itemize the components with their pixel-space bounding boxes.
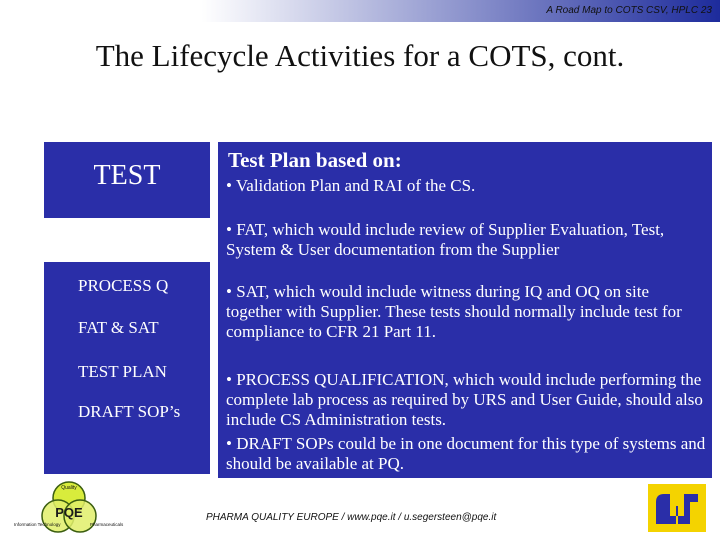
logo-right-text: Pharmaceuticals bbox=[90, 522, 124, 527]
validation-plan-bullet: • Validation Plan and RAI of the CS. bbox=[226, 176, 476, 195]
pqe-shape-icon bbox=[648, 484, 706, 532]
list-item: PROCESS Q bbox=[78, 276, 169, 295]
activity-list bbox=[44, 262, 210, 474]
list-item: DRAFT SOP’s bbox=[78, 402, 181, 421]
pqe-corner-logo bbox=[648, 484, 706, 532]
footer-text: PHARMA QUALITY EUROPE / www.pqe.it / u.segersteen@pqe.it bbox=[206, 512, 497, 523]
test-plan-heading: Test Plan based on: bbox=[228, 148, 402, 172]
list-item: FAT & SAT bbox=[78, 318, 159, 337]
list-item: TEST PLAN bbox=[78, 362, 167, 381]
sat-bullet: • SAT, which would include witness during IQ and OQ on site together with Supplier. These tests should normally include test for compliance to CFR 21 Part 11. bbox=[226, 282, 682, 341]
test-label: TEST bbox=[93, 160, 161, 191]
pqe-venn-logo bbox=[14, 474, 124, 538]
slide-title: The Lifecycle Activities for a COTS, cont. bbox=[95, 38, 625, 73]
activities-panel bbox=[218, 212, 712, 478]
test-box bbox=[44, 142, 210, 218]
process-qualification-bullet: • PROCESS QUALIFICATION, which would include performing the complete lab process as required by URS and User Guide, should also include CS Administration tests. bbox=[226, 370, 703, 429]
header-text: A Road Map to COTS CSV, HPLC 23 bbox=[546, 5, 712, 16]
logo-left-text: Information Technology bbox=[14, 522, 61, 527]
draft-sop-bullet: • DRAFT SOPs could be in one document for this type of systems and should be available at PQ. bbox=[226, 434, 706, 473]
logo-center-text: PQE bbox=[55, 505, 83, 520]
logo-top-text: Quality bbox=[61, 485, 77, 491]
test-plan-panel bbox=[218, 142, 712, 216]
header-bar bbox=[0, 0, 720, 22]
fat-bullet: • FAT, which would include review of Supplier Evaluation, Test, System & User documentation from the Supplier bbox=[226, 220, 665, 259]
